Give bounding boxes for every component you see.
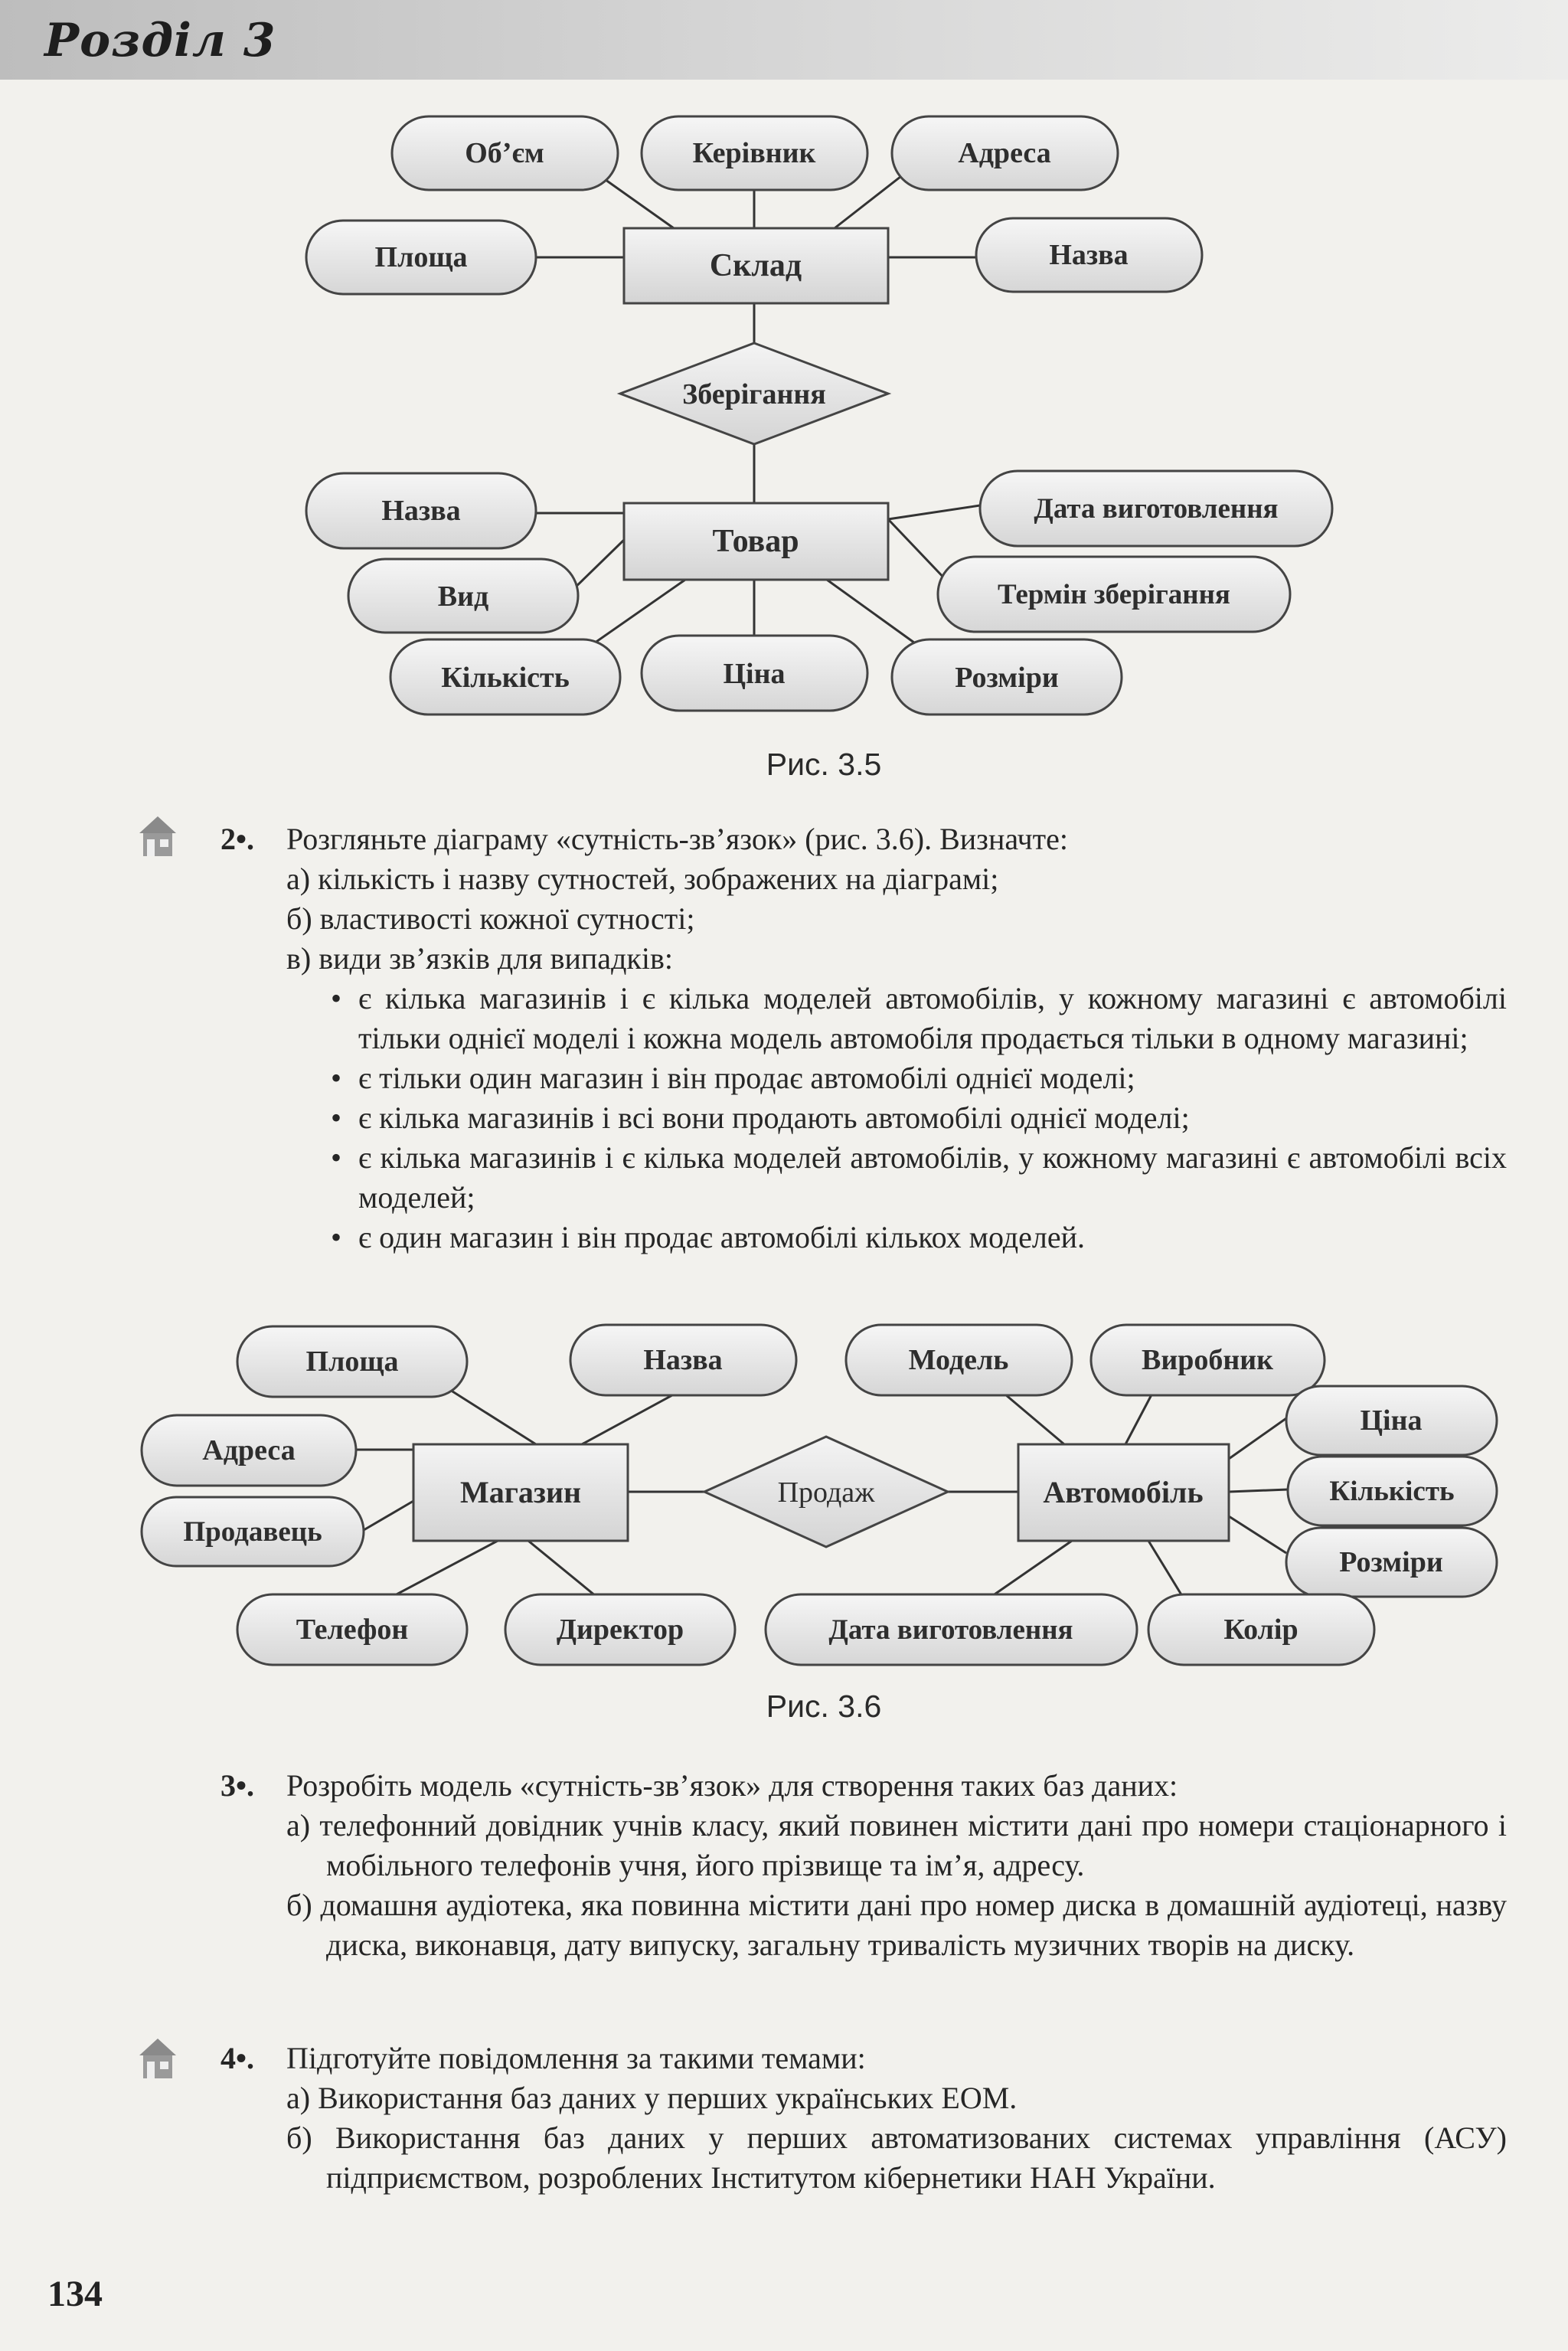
svg-text:Продаж: Продаж — [777, 1476, 875, 1509]
bullet-item: • є кілька магазинів і є кілька моделей автомобілів, у кожному магазині є автомобілі тільки однієї моделі і кожна модель автомобіля продається тільки в одному магазині; — [331, 981, 1507, 1055]
section-title: Розділ 3 — [44, 14, 276, 67]
attribute-obem — [392, 116, 618, 190]
attribute-nazva-sklad — [976, 218, 1202, 292]
svg-text:Назва: Назва — [1049, 239, 1129, 271]
svg-text:Адреса: Адреса — [958, 137, 1051, 169]
task-number: 3•. — [220, 1768, 255, 1803]
attribute-ploshcha — [237, 1326, 467, 1397]
entity-avtomobil — [1018, 1444, 1229, 1541]
svg-text:Вид: Вид — [437, 580, 489, 613]
task-intro: Розгляньте діаграму «сутність-зв’язок» (рис. 3.6). Визначте: — [286, 822, 1068, 856]
bullet-item: • є тільки один магазин і він продає автомобілі однієї моделі; — [331, 1061, 1135, 1095]
bullet-list — [326, 979, 1507, 1257]
entity-tovar — [624, 503, 888, 580]
svg-text:Телефон: Телефон — [296, 1614, 409, 1646]
attribute-termin-zberihannia — [938, 557, 1290, 632]
attribute-tsina — [1286, 1386, 1497, 1455]
attribute-kolir — [1148, 1594, 1374, 1665]
task-item-a: а) кількість і назву сутностей, зображених на діаграмі; — [286, 862, 999, 896]
task-4 — [220, 2039, 1507, 2198]
svg-text:Кількість: Кількість — [1329, 1476, 1455, 1507]
attribute-vyrobnyk — [1091, 1325, 1325, 1395]
svg-text:Продавець: Продавець — [183, 1516, 322, 1548]
attribute-vyd — [348, 559, 578, 633]
task-intro: Розробіть модель «сутність-зв’язок» для створення таких баз даних: — [286, 1768, 1178, 1803]
svg-text:Модель: Модель — [908, 1344, 1009, 1376]
attribute-data-vyhotovlennia — [980, 471, 1332, 546]
er-diagram-fig-3-6 — [0, 1310, 1568, 1677]
attribute-dyrektor — [505, 1594, 735, 1665]
task-intro: Підготуйте повідомлення за такими темами: — [286, 2041, 866, 2075]
attribute-ploshcha — [306, 221, 536, 294]
svg-text:Назва: Назва — [381, 495, 461, 527]
attribute-data-vyhotovlennia — [766, 1594, 1137, 1665]
task-3 — [220, 1766, 1507, 1965]
svg-text:Площа: Площа — [305, 1346, 399, 1378]
svg-text:Колір: Колір — [1223, 1614, 1298, 1646]
svg-text:Директор: Директор — [556, 1614, 684, 1646]
task-item-b: б) властивості кожної сутності; — [286, 901, 695, 936]
entity-mahazyn — [413, 1444, 628, 1541]
svg-text:Керівник: Керівник — [692, 137, 816, 169]
attribute-prodavets — [142, 1497, 364, 1566]
home-task-icon — [136, 813, 179, 859]
attribute-telefon — [237, 1594, 467, 1665]
home-task-icon — [136, 2035, 179, 2081]
svg-text:Кількість: Кількість — [441, 662, 570, 694]
bullet-item: • є один магазин і він продає автомобілі кількох моделей. — [331, 1220, 1086, 1254]
svg-text:Термін зберігання: Термін зберігання — [998, 579, 1230, 610]
svg-text:Зберігання: Зберігання — [682, 378, 826, 410]
bullet-item: • є кілька магазинів і є кілька моделей автомобілів, у кожному магазині є автомобілі всіх моделей; — [331, 1140, 1507, 1215]
task-number: 2•. — [220, 822, 255, 856]
figure-caption-3-5: Рис. 3.5 — [766, 747, 882, 782]
svg-text:Ціна: Ціна — [723, 658, 786, 690]
task-item-b: б) Використання баз даних у перших автоматизованих системах управління (АСУ) підприємством, розроблених Інститутом кібернетики НАН України. — [286, 2120, 1507, 2195]
attribute-adresa — [142, 1415, 356, 1486]
svg-text:Магазин: Магазин — [459, 1475, 582, 1509]
attribute-rozmiry — [892, 639, 1122, 714]
svg-text:Дата виготовлення: Дата виготовлення — [828, 1614, 1073, 1646]
relationship-prodazh — [704, 1437, 948, 1547]
page-number: 134 — [47, 2274, 103, 2314]
attribute-adresa — [892, 116, 1118, 190]
task-2 — [220, 819, 1507, 1257]
svg-text:Розміри: Розміри — [1339, 1546, 1443, 1578]
svg-text:Виробник: Виробник — [1141, 1344, 1274, 1376]
svg-text:Склад: Склад — [709, 248, 802, 283]
attribute-kilkist — [390, 639, 620, 714]
task-item-a: а) телефонний довідник учнів класу, який повинен містити дані про номери стаціонарного і мобільного телефонів учня, його прізвище та ім’я, адресу. — [286, 1808, 1507, 1882]
figure-caption-3-6: Рис. 3.6 — [766, 1689, 882, 1724]
attribute-kerivnyk — [642, 116, 867, 190]
svg-text:Площа: Площа — [374, 241, 468, 273]
attribute-nazva — [570, 1325, 796, 1395]
task-item-b: б) домашня аудіотека, яка повинна містити дані про номер диска в домашній аудіотеці, назву диска, виконавця, дату випуску, загальну тривалість музичних творів на диску. — [286, 1888, 1507, 1962]
entity-sklad — [624, 228, 888, 303]
attribute-nazva-tovar — [306, 473, 536, 548]
svg-text:Дата виготовлення: Дата виготовлення — [1034, 493, 1279, 525]
svg-text:Адреса: Адреса — [202, 1434, 296, 1467]
er-diagram-fig-3-5 — [0, 100, 1568, 735]
svg-text:Товар: Товар — [712, 524, 799, 559]
task-number: 4•. — [220, 2041, 255, 2075]
svg-text:Автомобіль: Автомобіль — [1043, 1475, 1204, 1509]
svg-text:Назва: Назва — [643, 1344, 723, 1376]
svg-text:Розміри: Розміри — [955, 662, 1059, 694]
attribute-rozmiry — [1286, 1528, 1497, 1597]
attribute-model — [846, 1325, 1072, 1395]
relationship-zberihannia — [620, 343, 888, 444]
task-item-a: а) Використання баз даних у перших українських ЕОМ. — [286, 2081, 1018, 2115]
svg-text:Об’єм: Об’єм — [465, 137, 544, 169]
attribute-kilkist — [1288, 1457, 1497, 1525]
svg-text:Ціна: Ціна — [1360, 1404, 1423, 1437]
attribute-tsina — [642, 636, 867, 711]
task-item-v: в) види зв’язків для випадків: — [286, 941, 673, 976]
bullet-item: • є кілька магазинів і всі вони продають автомобілі однієї моделі; — [331, 1100, 1190, 1135]
